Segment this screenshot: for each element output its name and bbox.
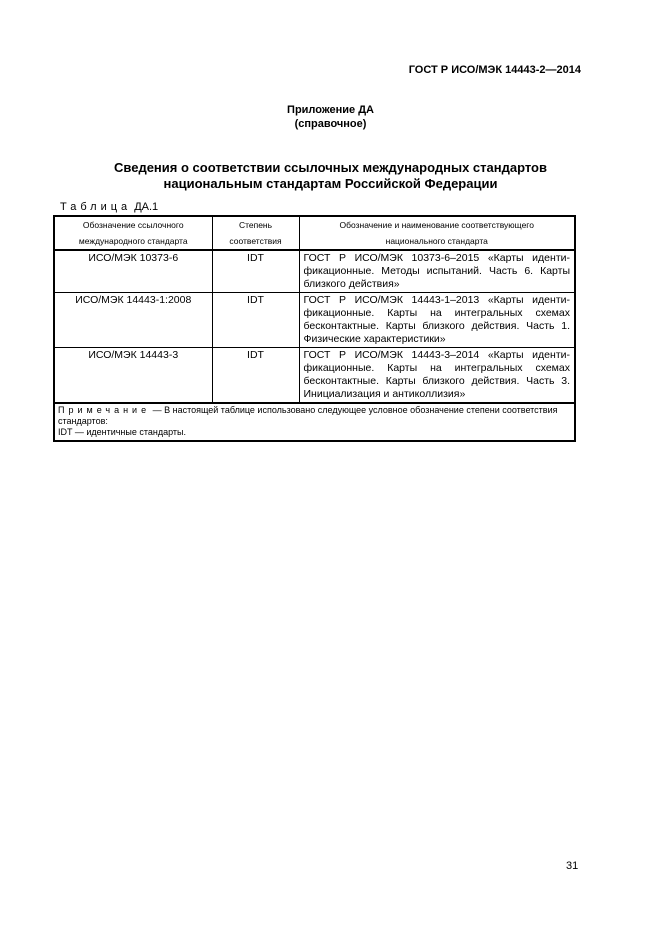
national-standard: ГОСТ Р ИСО/МЭК 10373-6–2015 «Карты иденти- фикационные. Методы испытаний. Часть 6. Карты близкого действия» <box>299 250 575 293</box>
national-standard: ГОСТ Р ИСО/МЭК 14443-3–2014 «Карты иденти- фикационные. Карты на интегральных схемах бесконтактные. Карты близкого действия. Часть 3. Инициализация и антиколлизия» <box>299 348 575 404</box>
degree: IDT <box>212 250 299 293</box>
table-note: Примечание — В настоящей таблице использовано следующее условное обозначение степени соответствия стандартов: IDT — идентичные стандарты. <box>54 403 575 441</box>
table-caption <box>60 201 158 213</box>
correspondence-table <box>53 215 576 442</box>
page-number: 31 <box>566 860 579 872</box>
national-standard: ГОСТ Р ИСО/МЭК 14443-1–2013 «Карты иденти- фикационные. Карты на интегральных схемах бесконтактные. Карты близкого действия. Часть 1. Физические характеристики» <box>299 293 575 348</box>
table-note-row <box>54 403 575 441</box>
table-row <box>54 293 575 348</box>
caption-word: Таблица <box>60 201 132 213</box>
heading-line-2: национальным стандартам Российской Федерации <box>163 176 498 191</box>
appendix-subtitle: (справочное) <box>294 118 367 130</box>
column-header: Обозначение ссылочного международного стандарта <box>54 216 212 250</box>
degree: IDT <box>212 348 299 404</box>
ref-standard: ИСО/МЭК 14443-3 <box>54 348 212 404</box>
appendix-title: Приложение ДА <box>287 104 374 116</box>
degree: IDT <box>212 293 299 348</box>
table-header-row <box>54 216 575 250</box>
ref-standard: ИСО/МЭК 10373-6 <box>54 250 212 293</box>
caption-number: ДА.1 <box>134 201 159 213</box>
heading-line-1: Сведения о соответствии ссылочных международных стандартов <box>114 160 547 175</box>
table-row <box>54 348 575 404</box>
ref-standard: ИСО/МЭК 14443-1:2008 <box>54 293 212 348</box>
column-header: Обозначение и наименование соответствующего национального стандарта <box>299 216 575 250</box>
table-row <box>54 250 575 293</box>
document-header: ГОСТ Р ИСО/МЭК 14443-2—2014 <box>408 64 581 76</box>
column-header: Степень соответствия <box>212 216 299 250</box>
